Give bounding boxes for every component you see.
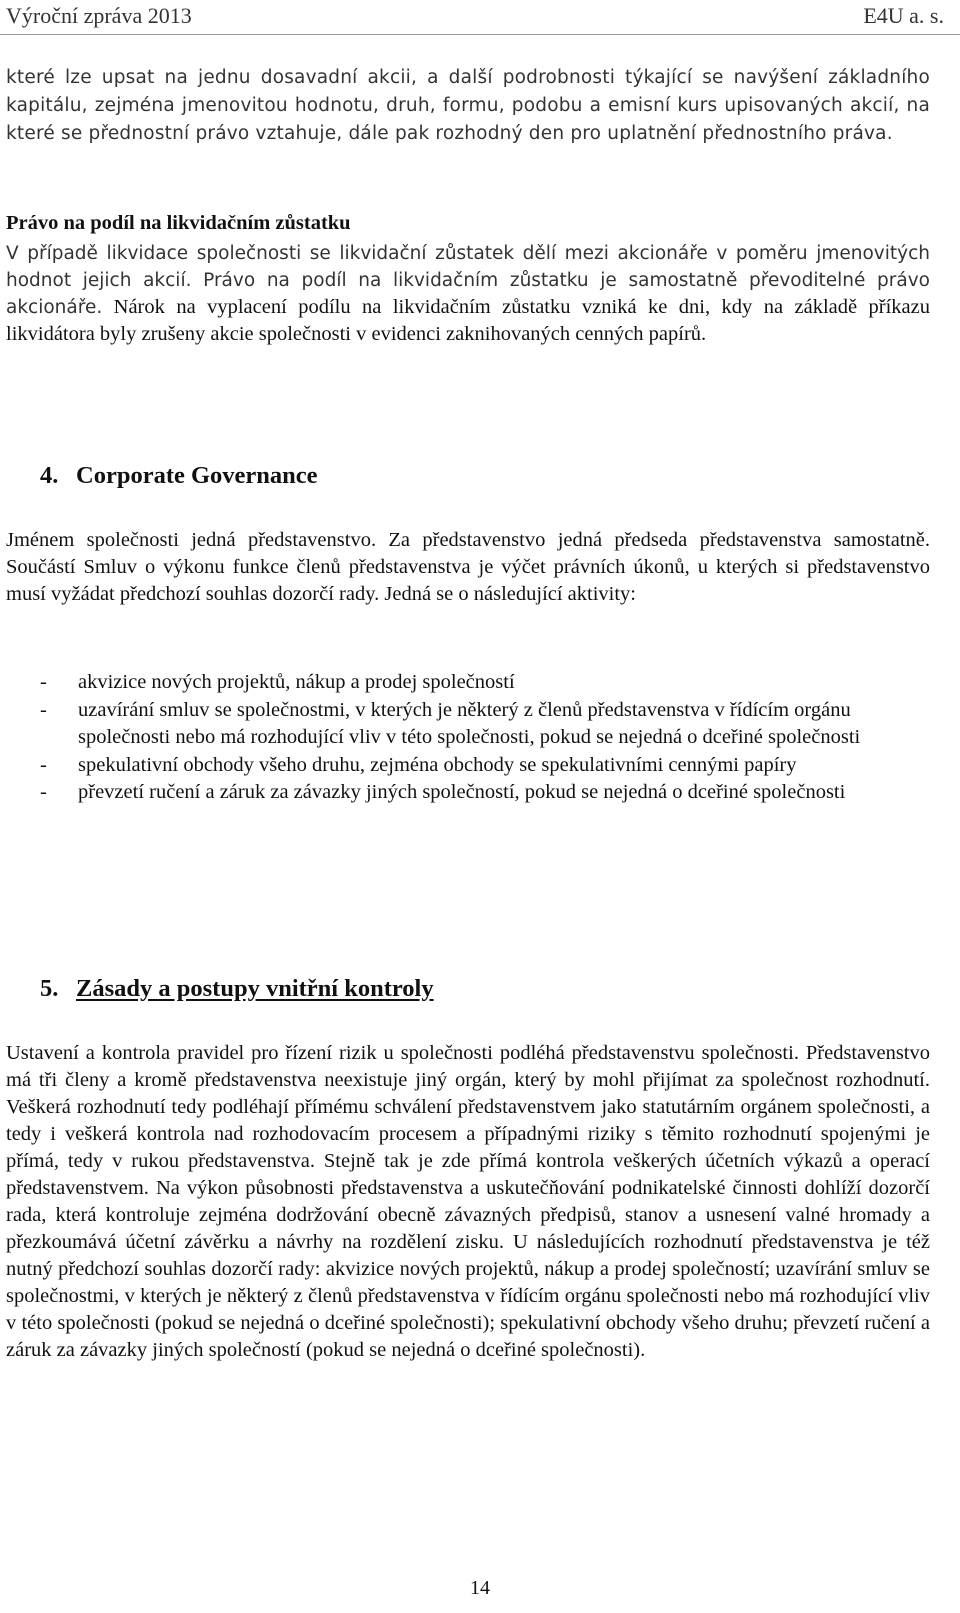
section-4-paragraph: Jménem společnosti jedná představenstvo. Za představenstvo jedná předseda představenstva samostatně. Součástí Smluv o výkonu funkce členů představenstva je výčet právních úkonů, u kterých si představenstvo musí vyžádat předchozí souhlas dozorčí rady. Jedná se o následující aktivity: bbox=[6, 529, 930, 605]
approval-activities-list bbox=[6, 669, 930, 807]
intro-paragraph: které lze upsat na jednu dosavadní akcii, a další podrobnosti týkající se navýšení základního kapitálu, zejména jmenovitou hodnotu, druh, formu, podobu a emisní kurs upisovaných akcií, na které se přednostní právo vztahuje, dále pak rozhodný den pro uplatnění přednostního práva. bbox=[6, 67, 930, 144]
page-number: 14 bbox=[470, 1577, 490, 1599]
list-item: - spekulativní obchody všeho druhu, zejména obchody se spekulativními cennými papíry bbox=[6, 752, 930, 780]
liquidation-paragraph bbox=[6, 240, 930, 348]
list-item: - akvizice nových projektů, nákup a prodej společností bbox=[6, 669, 930, 697]
section-4-heading bbox=[40, 462, 318, 490]
company-name: E4U a. s. bbox=[863, 3, 944, 28]
section-5-title: Zásady a postupy vnitřní kontroly bbox=[76, 975, 434, 1002]
report-title: Výroční zpráva 2013 bbox=[6, 3, 192, 28]
list-dash: - bbox=[40, 753, 47, 776]
liquidation-heading: Právo na podíl na likvidačním zůstatku bbox=[6, 212, 351, 234]
liquidation-text-sans: V případě likvidace společnosti se likvidační zůstatek dělí mezi akcionáře v poměru jmenovitých hodnot jejich akcií. Právo na podíl na likvidačním zůstatku je samostatně převoditelné právo akcionáře. bbox=[6, 243, 930, 318]
section-4-title: Corporate Governance bbox=[76, 462, 318, 489]
list-dash: - bbox=[40, 671, 47, 693]
list-dash: - bbox=[40, 781, 47, 803]
section-5-heading bbox=[40, 975, 434, 1003]
list-item: - převzetí ručení a záruk za závazky jiných společností, pokud se nejedná o dceřiné společnosti bbox=[6, 779, 930, 807]
liquidation-text-serif: Nárok na vyplacení podílu na likvidačním zůstatku vzniká ke dni, kdy na základě příkazu likvidátora byly zrušeny akcie společnosti v evidenci zaknihovaných cenných papírů. bbox=[6, 296, 930, 345]
page-header bbox=[0, 0, 960, 35]
section-5-paragraph: Ustavení a kontrola pravidel pro řízení rizik u společnosti podléhá představenstvu společnosti. Představenstvo má tři členy a kromě představenstva neexistuje jiný orgán, který by mohl přijímat za společnost rozhodnutí. Veškerá rozhodnutí tedy podléhají přímému schválení představenstvem jako statutárním orgánem společnosti, a tedy i veškerá kontrola nad rozhodovacím procesem a případnými riziky s těmito rozhodnutí spojenými je přímá, tedy v rukou představenstva. Stejně tak je zde přímá kontrola veškerých účetních výkazů a operací představenstvem. Na výkon působnosti představenstva a uskutečňování podnikatelské činnosti dohlíží dozorčí rada, která kontroluje zejména dodržování obecně závazných předpisů, stanov a usnesení valné hromady a přezkoumává účetní závěrku a návrhy na rozdělení zisku. U následujících rozhodnutí představenstva je též nutný předchozí souhlas dozorčí rady: akvizice nových projektů, nákup a prodej společností; uzavírání smluv se společnostmi, v kterých je některý z členů představenstva v řídícím orgánu společnosti nebo má rozhodující vliv v této společnosti (pokud se nejedná o dceřiné společnosti); spekulativní obchody všeho druhu; převzetí ručení a záruk za závazky jiných společností (pokud se nejedná o dceřiné společnosti). bbox=[6, 1042, 930, 1361]
list-item: - uzavírání smluv se společnostmi, v kterých je některý z členů představenstva v řídícím orgánu společnosti nebo má rozhodující vliv v této společnosti, pokud se nejedná o dceřiné společnosti bbox=[40, 698, 861, 748]
section-5-number: 5. bbox=[40, 975, 59, 1002]
section-4-number: 4. bbox=[40, 462, 59, 489]
list-dash: - bbox=[40, 698, 47, 721]
